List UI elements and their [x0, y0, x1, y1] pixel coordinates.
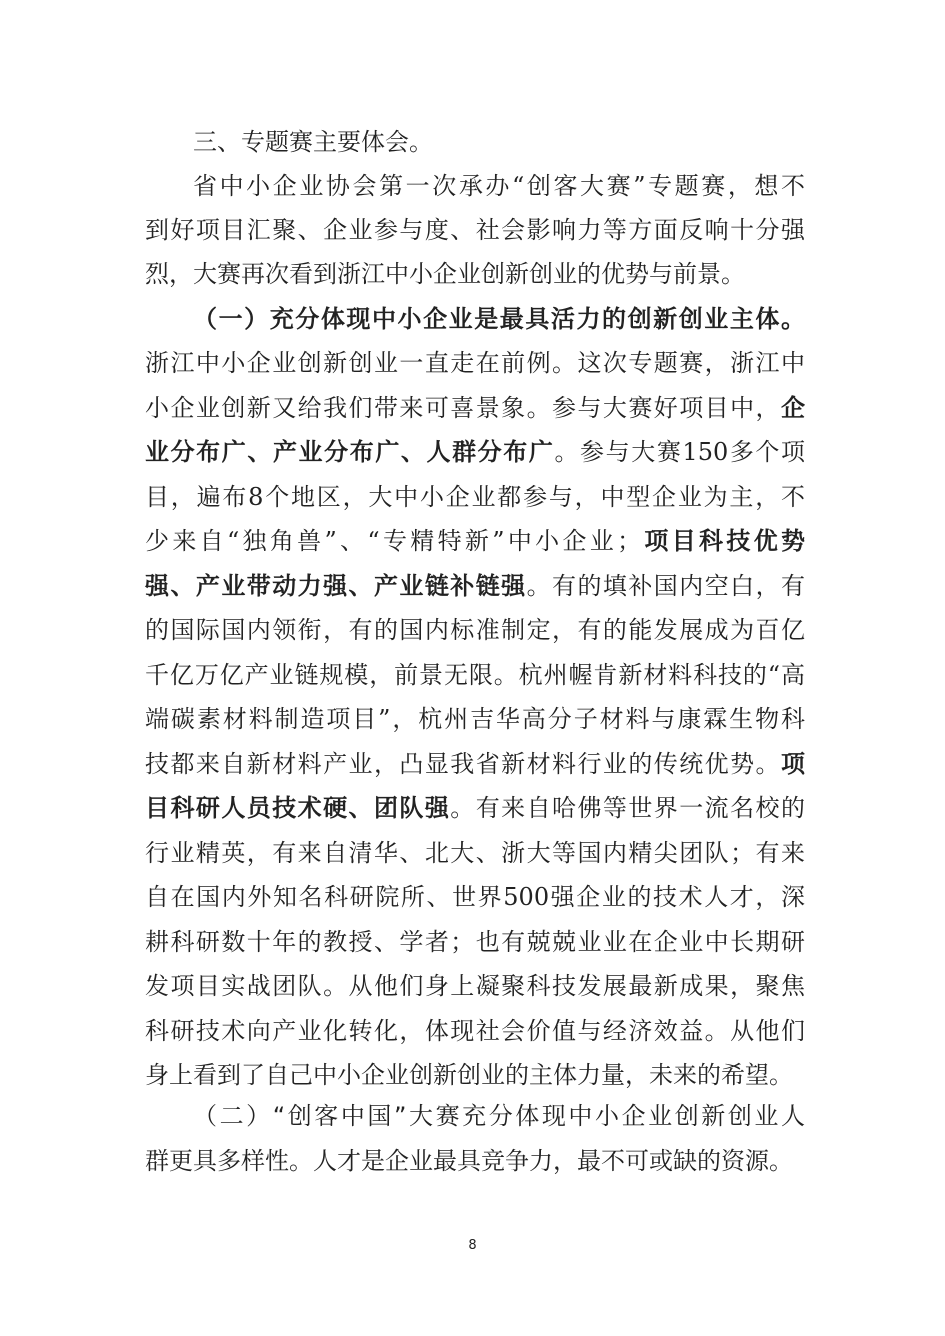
body-text: 技都来自新材料产业，凸显我省新材料行业的传统优势。 — [145, 750, 781, 778]
emphasis-text: 项目科技优势 — [641, 526, 806, 555]
intro-line-1: 省中小企业协会第一次承办“创客大赛”专题赛，想不 — [193, 172, 805, 200]
body-text: 行业精英，有来自清华、北大、浙大等国内精尖团队；有来 — [145, 839, 805, 867]
body-text: 端碳素材料制造项目”，杭州吉华高分子材料与康霖生物科 — [145, 705, 805, 733]
body-line — [145, 388, 805, 428]
emphasis-text: 强、产业带动力强、产业链补链强 — [145, 571, 527, 600]
body-line — [145, 744, 805, 784]
body-text: 发项目实战团队。从他们身上凝聚科技发展最新成果，聚焦 — [145, 972, 805, 1000]
body-line — [145, 966, 805, 1006]
body-line — [145, 655, 805, 695]
body-line — [145, 833, 805, 873]
body-text: 身上看到了自己中小企业创新创业的主体力量，未来的希望。 — [145, 1061, 793, 1089]
body-text: 科研技术向产业化转化，体现社会价值与经济效益。从他们 — [145, 1017, 805, 1045]
body-line — [145, 521, 805, 561]
subsection-2-title-emphasis: 群更具多样性 — [145, 1147, 289, 1175]
body-text: 目，遍布8个地区，大中小企业都参与，中型企业为主，不 — [145, 483, 805, 511]
body-text: 。有来自哈佛等世界一流名校的 — [450, 794, 806, 822]
body-line — [145, 1055, 805, 1095]
body-line — [145, 877, 805, 917]
body-text: 。参与大赛150多个项 — [554, 438, 806, 466]
emphasis-text: 企 — [781, 393, 805, 422]
section-heading: 三、专题赛主要体会。 — [193, 128, 433, 156]
body-text: 耕科研数十年的教授、学者；也有兢兢业业在企业中长期研 — [145, 928, 805, 956]
emphasis-text: 目科研人员技术硬、团队强 — [145, 793, 451, 822]
body-text: 自在国内外知名科研院所、世界500强企业的技术人才，深 — [145, 883, 805, 911]
body-line — [145, 922, 805, 962]
emphasis-text: 业分布广、产业分布广、人群分布广 — [145, 437, 555, 466]
subsection-2-text: 。人才是企业最具竞争力，最不可或缺的资源。 — [289, 1147, 793, 1175]
subsection-2-title-line-1: （二）“创客中国”大赛充分体现中小企业创新创业人 — [193, 1102, 805, 1130]
body-line — [145, 477, 805, 517]
body-text: 小企业创新又给我们带来可喜景象。参与大赛好项目中， — [145, 394, 781, 422]
subsection-1-title: （一）充分体现中小企业是最具活力的创新创业主体。 — [193, 305, 805, 333]
body-line — [145, 1011, 805, 1051]
body-line — [145, 788, 805, 828]
body-text: 千亿万亿产业链规模，前景无限。杭州幄肯新材料科技的“高 — [145, 661, 805, 689]
body-line — [145, 343, 805, 383]
body-line — [145, 566, 805, 606]
intro-line-2: 到好项目汇聚、企业参与度、社会影响力等方面反响十分强 — [145, 216, 805, 244]
body-text: 。有的填补国内空白，有 — [526, 572, 806, 600]
body-line — [145, 432, 805, 472]
body-text: 的国际国内领衔，有的国内标准制定，有的能发展成为百亿 — [145, 616, 805, 644]
body-line — [145, 610, 805, 650]
body-text: 浙江中小企业创新创业一直走在前例。这次专题赛，浙江中 — [145, 349, 805, 377]
body-text: 少来自“独角兽”、“专精特新”中小企业； — [145, 527, 642, 555]
page-number: 8 — [468, 1238, 477, 1253]
intro-line-3: 烈，大赛再次看到浙江中小企业创新创业的优势与前景。 — [145, 260, 745, 288]
body-line — [145, 699, 805, 739]
emphasis-text: 项 — [781, 749, 805, 778]
subsection-2-line-2 — [145, 1141, 805, 1181]
